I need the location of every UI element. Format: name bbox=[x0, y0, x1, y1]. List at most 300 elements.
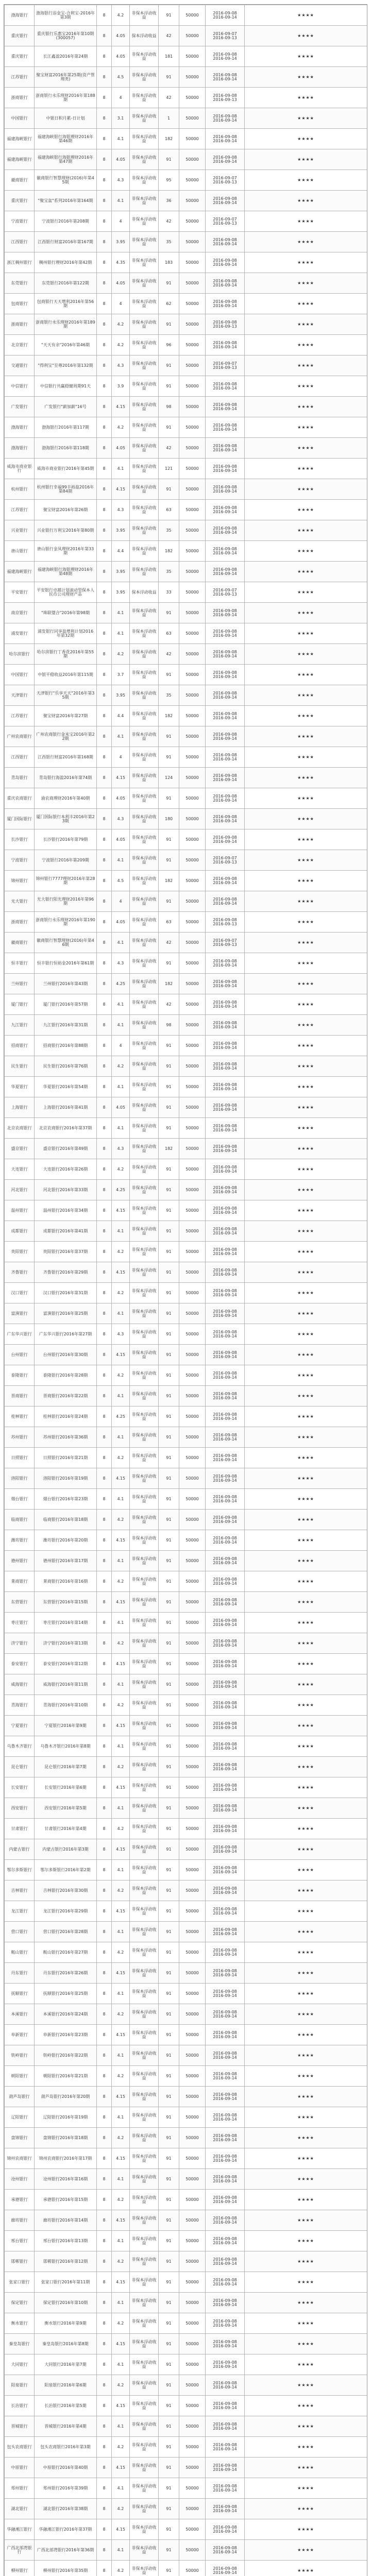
cell-rating: ★★★★ bbox=[245, 1571, 367, 1592]
cell-term-days: 91 bbox=[159, 2190, 179, 2210]
cell-type-code: 8 bbox=[97, 2354, 112, 2375]
cell-sale-period: 2016-09-08 2016-09-14 bbox=[206, 623, 245, 644]
table-row bbox=[5, 1159, 367, 1180]
cell-rating: ★★★★ bbox=[245, 1365, 367, 1386]
cell-yield: 4.2 bbox=[112, 2313, 130, 2334]
cell-product: 青岛银行海盈2016年第74期 bbox=[35, 768, 97, 788]
cell-sale-period: 2016-09-08 2016-09-14 bbox=[206, 2416, 245, 2437]
cell-yield-type: 非保本浮动收益 bbox=[130, 2499, 159, 2519]
cell-rating: ★★★★ bbox=[245, 1901, 367, 1922]
table-row bbox=[5, 1736, 367, 1757]
cell-bank: 枣庄银行 bbox=[5, 1613, 35, 1633]
table-row bbox=[5, 1530, 367, 1551]
cell-term-days: 36 bbox=[159, 191, 179, 211]
cell-product: 德州银行2016年第17期 bbox=[35, 1551, 97, 1571]
cell-bank: 莱商银行 bbox=[5, 1571, 35, 1592]
table-row bbox=[5, 1798, 367, 1819]
cell-yield-type: 非保本浮动收益 bbox=[130, 1180, 159, 1200]
cell-rating: ★★★★ bbox=[245, 2169, 367, 2190]
cell-sale-period: 2016-09-08 2016-09-14 bbox=[206, 1839, 245, 1860]
cell-rating: ★★★★ bbox=[245, 355, 367, 376]
cell-min-amount: 50000 bbox=[179, 2478, 206, 2499]
cell-rating: ★★★★ bbox=[245, 974, 367, 994]
cell-rating: ★★★★ bbox=[245, 2458, 367, 2478]
cell-yield-type: 非保本浮动收益 bbox=[130, 397, 159, 417]
cell-bank: 重庆银行 bbox=[5, 26, 35, 46]
cell-term-days: 91 bbox=[159, 1345, 179, 1365]
cell-type-code: 8 bbox=[97, 2025, 112, 2045]
cell-yield-type: 非保本浮动收益 bbox=[130, 273, 159, 294]
cell-term-days: 91 bbox=[159, 1571, 179, 1592]
cell-bank: 河北银行 bbox=[5, 1180, 35, 1200]
cell-yield: 4.1 bbox=[112, 994, 130, 1015]
cell-type-code: 8 bbox=[97, 2540, 112, 2561]
cell-min-amount: 50000 bbox=[179, 2519, 206, 2540]
cell-product: 广东华兴银行2016年第27期 bbox=[35, 1324, 97, 1345]
cell-rating: ★★★★ bbox=[245, 1077, 367, 1097]
cell-sale-period: 2016-09-07 2016-09-13 bbox=[206, 582, 245, 603]
cell-rating: ★★★★ bbox=[245, 149, 367, 170]
cell-sale-period: 2016-09-08 2016-09-14 bbox=[206, 1551, 245, 1571]
cell-bank: 本溪银行 bbox=[5, 2004, 35, 2025]
cell-yield: 4.05 bbox=[112, 788, 130, 809]
cell-rating: ★★★★ bbox=[245, 1221, 367, 1242]
cell-product: 盛京银行2016年第49期 bbox=[35, 1139, 97, 1159]
cell-term-days: 91 bbox=[159, 1839, 179, 1860]
cell-min-amount: 50000 bbox=[179, 623, 206, 644]
cell-sale-period: 2016-09-07 2016-09-13 bbox=[206, 170, 245, 191]
cell-yield: 4.15 bbox=[112, 1901, 130, 1922]
cell-bank: 秦皇岛银行 bbox=[5, 2334, 35, 2354]
cell-yield-type: 非保本浮动收益 bbox=[130, 2354, 159, 2375]
cell-product: 中信银行共赢稳健周期91天 bbox=[35, 376, 97, 397]
cell-sale-period: 2016-09-08 2016-09-14 bbox=[206, 1530, 245, 1551]
cell-term-days: 91 bbox=[159, 1468, 179, 1489]
cell-product: "得利宝"至尊2016年第132期 bbox=[35, 355, 97, 376]
cell-yield: 4.2 bbox=[112, 1571, 130, 1592]
cell-bank: 徽商银行 bbox=[5, 933, 35, 953]
cell-product: 杭州银行幸福99丰裕盈2016年第84期 bbox=[35, 479, 97, 500]
cell-bank: 浙商银行 bbox=[5, 314, 35, 335]
cell-product: 上海银行2016年第41期 bbox=[35, 1097, 97, 1118]
cell-type-code: 8 bbox=[97, 2519, 112, 2540]
table-row bbox=[5, 644, 367, 665]
cell-rating: ★★★★ bbox=[245, 1716, 367, 1736]
cell-min-amount: 50000 bbox=[179, 2416, 206, 2437]
cell-type-code: 8 bbox=[97, 438, 112, 459]
cell-bank: 内蒙古银行 bbox=[5, 1839, 35, 1860]
table-row bbox=[5, 149, 367, 170]
cell-rating: ★★★★ bbox=[245, 1695, 367, 1716]
cell-rating: ★★★★ bbox=[245, 644, 367, 665]
cell-type-code: 8 bbox=[97, 994, 112, 1015]
cell-type-code: 8 bbox=[97, 1963, 112, 1984]
table-row bbox=[5, 1777, 367, 1798]
cell-yield: 4.1 bbox=[112, 1551, 130, 1571]
cell-type-code: 8 bbox=[97, 1036, 112, 1056]
cell-rating: ★★★★ bbox=[245, 2025, 367, 2045]
cell-yield: 4.15 bbox=[112, 479, 130, 500]
cell-rating: ★★★★ bbox=[245, 603, 367, 623]
cell-yield: 4.1 bbox=[112, 1118, 130, 1139]
table-row bbox=[5, 2293, 367, 2313]
table-row bbox=[5, 2540, 367, 2561]
cell-term-days: 91 bbox=[159, 1365, 179, 1386]
cell-yield-type: 非保本浮动收益 bbox=[130, 1056, 159, 1077]
cell-yield: 4.2 bbox=[112, 644, 130, 665]
table-row bbox=[5, 2251, 367, 2272]
table-row bbox=[5, 1221, 367, 1242]
cell-sale-period: 2016-09-08 2016-09-14 bbox=[206, 5, 245, 26]
cell-term-days: 91 bbox=[159, 1716, 179, 1736]
cell-yield-type: 非保本浮动收益 bbox=[130, 1221, 159, 1242]
cell-term-days: 91 bbox=[159, 1200, 179, 1221]
cell-rating: ★★★★ bbox=[245, 88, 367, 108]
cell-sale-period: 2016-09-08 2016-09-14 bbox=[206, 2169, 245, 2190]
cell-product: 烟台银行2016年第23期 bbox=[35, 1489, 97, 1510]
cell-sale-period: 2016-09-08 2016-09-14 bbox=[206, 1283, 245, 1303]
cell-min-amount: 50000 bbox=[179, 170, 206, 191]
cell-bank: 长沙银行 bbox=[5, 829, 35, 850]
cell-type-code: 8 bbox=[97, 2458, 112, 2478]
cell-term-days: 33 bbox=[159, 582, 179, 603]
table-row bbox=[5, 541, 367, 562]
cell-yield: 4.2 bbox=[112, 2251, 130, 2272]
cell-product: 宁夏银行2016年第9期 bbox=[35, 1716, 97, 1736]
cell-yield: 4.1 bbox=[112, 933, 130, 953]
cell-bank: 广西北部湾银行 bbox=[5, 2540, 35, 2561]
cell-yield-type: 非保本浮动收益 bbox=[130, 1242, 159, 1262]
cell-min-amount: 50000 bbox=[179, 1922, 206, 1942]
cell-min-amount: 50000 bbox=[179, 459, 206, 479]
cell-type-code: 8 bbox=[97, 1448, 112, 1468]
cell-term-days: 91 bbox=[159, 2107, 179, 2128]
cell-sale-period: 2016-09-08 2016-09-14 bbox=[206, 685, 245, 706]
table-row bbox=[5, 232, 367, 252]
cell-min-amount: 50000 bbox=[179, 1242, 206, 1262]
table-row bbox=[5, 1880, 367, 1901]
table-row bbox=[5, 1571, 367, 1592]
cell-product: 昆仑银行2016年第7期 bbox=[35, 1757, 97, 1777]
cell-type-code: 8 bbox=[97, 1922, 112, 1942]
cell-min-amount: 50000 bbox=[179, 1510, 206, 1530]
cell-sale-period: 2016-09-08 2016-09-14 bbox=[206, 397, 245, 417]
cell-term-days: 91 bbox=[159, 2458, 179, 2478]
cell-bank: 东营银行 bbox=[5, 1592, 35, 1613]
cell-term-days: 91 bbox=[159, 1283, 179, 1303]
cell-rating: ★★★★ bbox=[245, 500, 367, 520]
cell-min-amount: 50000 bbox=[179, 603, 206, 623]
cell-yield: 4.2 bbox=[112, 1056, 130, 1077]
cell-yield: 4.05 bbox=[112, 829, 130, 850]
cell-term-days: 91 bbox=[159, 2354, 179, 2375]
table-row bbox=[5, 747, 367, 768]
cell-term-days: 98 bbox=[159, 1015, 179, 1036]
cell-yield-type: 非保本浮动收益 bbox=[130, 1200, 159, 1221]
cell-rating: ★★★★ bbox=[245, 1180, 367, 1200]
cell-term-days: 91 bbox=[159, 788, 179, 809]
cell-rating: ★★★★ bbox=[245, 2313, 367, 2334]
cell-min-amount: 50000 bbox=[179, 314, 206, 335]
table-row bbox=[5, 726, 367, 747]
cell-bank: 华夏银行 bbox=[5, 1077, 35, 1097]
cell-sale-period: 2016-09-08 2016-09-14 bbox=[206, 2251, 245, 2272]
cell-rating: ★★★★ bbox=[245, 2128, 367, 2148]
cell-yield-type: 非保本浮动收益 bbox=[130, 1427, 159, 1448]
cell-rating: ★★★★ bbox=[245, 67, 367, 88]
cell-sale-period: 2016-09-07 2016-09-13 bbox=[206, 211, 245, 232]
cell-term-days: 183 bbox=[159, 252, 179, 273]
cell-rating: ★★★★ bbox=[245, 2354, 367, 2375]
cell-type-code: 8 bbox=[97, 747, 112, 768]
cell-rating: ★★★★ bbox=[245, 706, 367, 726]
cell-min-amount: 50000 bbox=[179, 2396, 206, 2416]
cell-yield: 4.2 bbox=[112, 314, 130, 335]
cell-yield: 4.15 bbox=[112, 397, 130, 417]
cell-product: 铁岭银行2016年第22期 bbox=[35, 2045, 97, 2066]
cell-bank: 广发银行 bbox=[5, 397, 35, 417]
cell-yield-type: 非保本浮动收益 bbox=[130, 2251, 159, 2272]
cell-type-code: 8 bbox=[97, 1901, 112, 1922]
cell-term-days: 91 bbox=[159, 2519, 179, 2540]
cell-type-code: 8 bbox=[97, 232, 112, 252]
cell-term-days: 91 bbox=[159, 355, 179, 376]
table-row bbox=[5, 2416, 367, 2437]
cell-yield-type: 非保本浮动收益 bbox=[130, 1159, 159, 1180]
cell-term-days: 91 bbox=[159, 2210, 179, 2231]
cell-yield-type: 保本浮动收益 bbox=[130, 26, 159, 46]
cell-type-code: 8 bbox=[97, 706, 112, 726]
cell-yield-type: 非保本浮动收益 bbox=[130, 2087, 159, 2107]
table-row bbox=[5, 1448, 367, 1468]
cell-sale-period: 2016-09-08 2016-09-14 bbox=[206, 1056, 245, 1077]
cell-bank: 浙商银行 bbox=[5, 912, 35, 933]
cell-sale-period: 2016-09-08 2016-09-14 bbox=[206, 2272, 245, 2293]
cell-yield: 4.4 bbox=[112, 541, 130, 562]
cell-yield-type: 非保本浮动收益 bbox=[130, 1819, 159, 1839]
cell-rating: ★★★★ bbox=[245, 1262, 367, 1283]
cell-sale-period: 2016-09-08 2016-09-14 bbox=[206, 1901, 245, 1922]
cell-yield: 4.15 bbox=[112, 2519, 130, 2540]
cell-min-amount: 50000 bbox=[179, 1654, 206, 1674]
cell-rating: ★★★★ bbox=[245, 397, 367, 417]
cell-type-code: 8 bbox=[97, 953, 112, 974]
cell-type-code: 8 bbox=[97, 1613, 112, 1633]
cell-bank: 济宁银行 bbox=[5, 1633, 35, 1654]
cell-bank: 威海市商业银行 bbox=[5, 459, 35, 479]
cell-sale-period: 2016-09-08 2016-09-14 bbox=[206, 2519, 245, 2540]
table-row bbox=[5, 2190, 367, 2210]
cell-bank: 长治银行 bbox=[5, 2396, 35, 2416]
table-row bbox=[5, 520, 367, 541]
table-row bbox=[5, 1633, 367, 1654]
cell-sale-period: 2016-09-08 2016-09-14 bbox=[206, 2293, 245, 2313]
table-row bbox=[5, 2231, 367, 2251]
cell-yield-type: 非保本浮动收益 bbox=[130, 1345, 159, 1365]
cell-bank: 宁夏银行 bbox=[5, 1716, 35, 1736]
table-row bbox=[5, 1365, 367, 1386]
cell-yield-type: 非保本浮动收益 bbox=[130, 2540, 159, 2561]
cell-min-amount: 50000 bbox=[179, 768, 206, 788]
cell-bank: 江西银行 bbox=[5, 232, 35, 252]
cell-yield-type: 非保本浮动收益 bbox=[130, 294, 159, 314]
cell-term-days: 42 bbox=[159, 26, 179, 46]
cell-yield: 4.2 bbox=[112, 2128, 130, 2148]
cell-yield-type: 非保本浮动收益 bbox=[130, 1674, 159, 1695]
cell-type-code: 8 bbox=[97, 211, 112, 232]
cell-min-amount: 50000 bbox=[179, 1406, 206, 1427]
cell-min-amount: 50000 bbox=[179, 438, 206, 459]
table-row bbox=[5, 129, 367, 149]
cell-product: 富滇银行2016年第25期 bbox=[35, 1303, 97, 1324]
cell-type-code: 8 bbox=[97, 252, 112, 273]
cell-term-days: 91 bbox=[159, 1592, 179, 1613]
cell-yield-type: 非保本浮动收益 bbox=[130, 2519, 159, 2540]
cell-yield: 4.15 bbox=[112, 1592, 130, 1613]
cell-type-code: 8 bbox=[97, 2375, 112, 2396]
cell-yield-type: 非保本浮动收益 bbox=[130, 314, 159, 335]
cell-product: 齐鲁银行2016年第29期 bbox=[35, 1262, 97, 1283]
cell-product: 威海市商业银行2016年第45期 bbox=[35, 459, 97, 479]
cell-sale-period: 2016-09-08 2016-09-14 bbox=[206, 1303, 245, 1324]
cell-sale-period: 2016-09-08 2016-09-13 bbox=[206, 88, 245, 108]
cell-product: 大连银行2016年第26期 bbox=[35, 1159, 97, 1180]
cell-product: 恒丰银行恒裕金2016年第61期 bbox=[35, 953, 97, 974]
cell-term-days: 91 bbox=[159, 2128, 179, 2148]
cell-type-code: 8 bbox=[97, 788, 112, 809]
cell-yield: 4.1 bbox=[112, 2540, 130, 2561]
cell-type-code: 8 bbox=[97, 2190, 112, 2210]
cell-min-amount: 50000 bbox=[179, 500, 206, 520]
cell-sale-period: 2016-09-08 2016-09-14 bbox=[206, 500, 245, 520]
cell-type-code: 8 bbox=[97, 1798, 112, 1819]
cell-min-amount: 50000 bbox=[179, 2210, 206, 2231]
cell-product: 锦州银行7777理财2016年第28期 bbox=[35, 871, 97, 891]
cell-yield: 4.1 bbox=[112, 2416, 130, 2437]
cell-rating: ★★★★ bbox=[245, 1860, 367, 1880]
cell-sale-period: 2016-09-08 2016-09-14 bbox=[206, 562, 245, 582]
cell-sale-period: 2016-09-08 2016-09-14 bbox=[206, 871, 245, 891]
cell-sale-period: 2016-09-08 2016-09-14 bbox=[206, 1613, 245, 1633]
cell-type-code: 8 bbox=[97, 1654, 112, 1674]
cell-product: 浙商银行永乐理财2016年第190期 bbox=[35, 912, 97, 933]
cell-term-days: 91 bbox=[159, 1118, 179, 1139]
cell-min-amount: 50000 bbox=[179, 1489, 206, 1510]
cell-sale-period: 2016-09-08 2016-09-14 bbox=[206, 2128, 245, 2148]
cell-min-amount: 50000 bbox=[179, 1097, 206, 1118]
cell-term-days: 42 bbox=[159, 994, 179, 1015]
cell-yield: 4 bbox=[112, 294, 130, 314]
cell-product: 东营银行2016年第15期 bbox=[35, 1592, 97, 1613]
cell-bank: 青岛银行 bbox=[5, 768, 35, 788]
cell-yield: 3.9 bbox=[112, 376, 130, 397]
table-row bbox=[5, 479, 367, 500]
cell-yield-type: 非保本浮动收益 bbox=[130, 1468, 159, 1489]
cell-product: 中原银行2016年第40期 bbox=[35, 2458, 97, 2478]
cell-yield: 4.15 bbox=[112, 2025, 130, 2045]
cell-product: 兰州银行2016年第43期 bbox=[35, 974, 97, 994]
cell-term-days: 91 bbox=[159, 2293, 179, 2313]
cell-bank: 渤海银行 bbox=[5, 5, 35, 26]
cell-yield-type: 非保本浮动收益 bbox=[130, 1097, 159, 1118]
cell-yield-type: 非保本浮动收益 bbox=[130, 1139, 159, 1159]
cell-bank: 锦州银行 bbox=[5, 871, 35, 891]
cell-product: 日照银行2016年第21期 bbox=[35, 1448, 97, 1468]
cell-product: 重庆银行乐惠宝2016年第10期(300057) bbox=[35, 26, 97, 46]
cell-yield: 4.15 bbox=[112, 1262, 130, 1283]
cell-sale-period: 2016-09-08 2016-09-14 bbox=[206, 479, 245, 500]
cell-rating: ★★★★ bbox=[245, 108, 367, 129]
cell-rating: ★★★★ bbox=[245, 1468, 367, 1489]
table-row bbox=[5, 1200, 367, 1221]
cell-yield: 4.2 bbox=[112, 417, 130, 438]
cell-yield-type: 非保本浮动收益 bbox=[130, 1489, 159, 1510]
table-row bbox=[5, 1695, 367, 1716]
cell-product: 邯郸银行2016年第12期 bbox=[35, 2251, 97, 2272]
cell-product: 福建海峡银行海银理财2016年第46期 bbox=[35, 129, 97, 149]
cell-term-days: 91 bbox=[159, 953, 179, 974]
cell-min-amount: 50000 bbox=[179, 252, 206, 273]
cell-yield-type: 非保本浮动收益 bbox=[130, 2313, 159, 2334]
cell-product: 柳州银行2016年第35期 bbox=[35, 2561, 97, 2576]
cell-rating: ★★★★ bbox=[245, 1777, 367, 1798]
cell-yield-type: 非保本浮动收益 bbox=[130, 149, 159, 170]
cell-min-amount: 50000 bbox=[179, 1798, 206, 1819]
cell-term-days: 91 bbox=[159, 479, 179, 500]
cell-yield: 4.2 bbox=[112, 2499, 130, 2519]
cell-term-days: 91 bbox=[159, 1221, 179, 1242]
cell-yield: 4.3 bbox=[112, 500, 130, 520]
cell-bank: 温州银行 bbox=[5, 1200, 35, 1221]
cell-bank: 厦门银行 bbox=[5, 994, 35, 1015]
cell-sale-period: 2016-09-08 2016-09-14 bbox=[206, 1860, 245, 1880]
cell-yield-type: 非保本浮动收益 bbox=[130, 747, 159, 768]
cell-term-days: 91 bbox=[159, 1530, 179, 1551]
cell-yield: 4.1 bbox=[112, 2107, 130, 2128]
cell-sale-period: 2016-09-08 2016-09-14 bbox=[206, 1571, 245, 1592]
cell-yield-type: 非保本浮动收益 bbox=[130, 520, 159, 541]
cell-type-code: 8 bbox=[97, 1159, 112, 1180]
cell-term-days: 63 bbox=[159, 912, 179, 933]
cell-sale-period: 2016-09-08 2016-09-14 bbox=[206, 1510, 245, 1530]
cell-sale-period: 2016-09-08 2016-09-14 bbox=[206, 1221, 245, 1242]
cell-bank: 贵阳银行 bbox=[5, 1242, 35, 1262]
cell-bank: 沧州银行 bbox=[5, 2169, 35, 2190]
cell-min-amount: 50000 bbox=[179, 2540, 206, 2561]
cell-rating: ★★★★ bbox=[245, 2396, 367, 2416]
cell-bank: 朝阳银行 bbox=[5, 2066, 35, 2087]
cell-bank: 平安银行 bbox=[5, 582, 35, 603]
cell-yield-type: 非保本浮动收益 bbox=[130, 1942, 159, 1963]
cell-sale-period: 2016-09-08 2016-09-14 bbox=[206, 2087, 245, 2107]
cell-sale-period: 2016-09-08 2016-09-14 bbox=[206, 1633, 245, 1654]
cell-yield: 4.1 bbox=[112, 603, 130, 623]
cell-yield: 4.1 bbox=[112, 2045, 130, 2066]
cell-yield: 4.2 bbox=[112, 1242, 130, 1262]
table-body bbox=[5, 5, 367, 2576]
cell-yield: 4.15 bbox=[112, 1345, 130, 1365]
cell-bank: 渤海银行 bbox=[5, 417, 35, 438]
cell-rating: ★★★★ bbox=[245, 2334, 367, 2354]
cell-term-days: 91 bbox=[159, 891, 179, 912]
cell-yield-type: 非保本浮动收益 bbox=[130, 129, 159, 149]
cell-rating: ★★★★ bbox=[245, 2540, 367, 2561]
cell-rating: ★★★★ bbox=[245, 665, 367, 685]
cell-type-code: 8 bbox=[97, 582, 112, 603]
cell-yield: 4.1 bbox=[112, 191, 130, 211]
cell-product: 华夏银行2016年第54期 bbox=[35, 1077, 97, 1097]
cell-product: 包商银行天天增利2016年第56期 bbox=[35, 294, 97, 314]
